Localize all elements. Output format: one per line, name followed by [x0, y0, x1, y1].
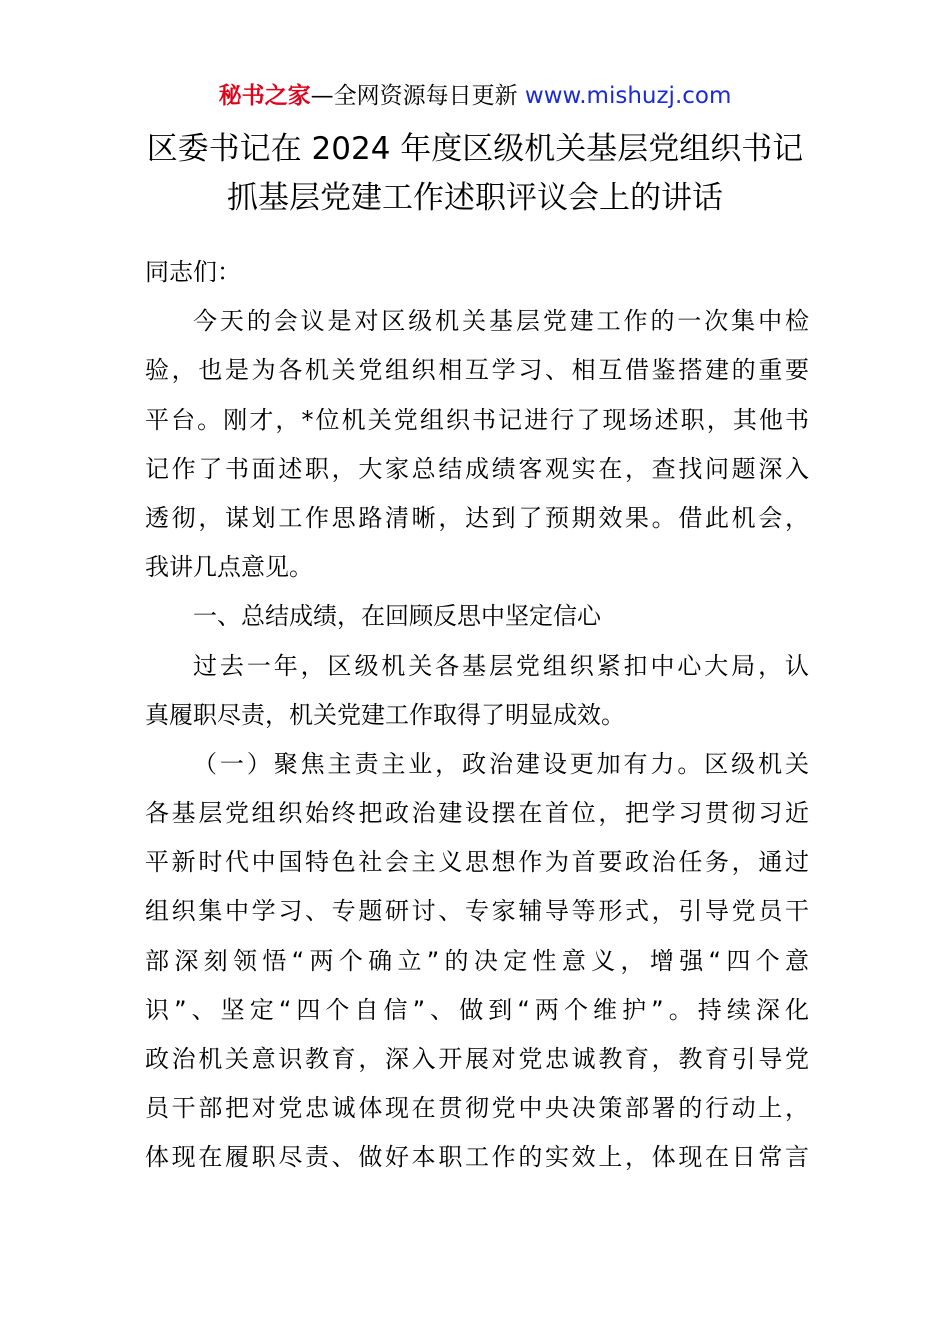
body-line: 政治机关意识教育，深入开展对党忠诚教育，教育引导党 — [145, 1045, 809, 1073]
section-heading: 一、总结成绩，在回顾反思中坚定信心 — [193, 602, 601, 631]
body-line: 今天的会议是对区级机关基层党建工作的一次集中检 — [193, 307, 809, 336]
document-title-line-1: 区委书记在 2024 年度区级机关基层党组织书记 — [146, 131, 804, 167]
body-line: 平台。刚才，*位机关党组织书记进行了现场述职，其他书 — [145, 405, 809, 434]
banner-tagline: —全网资源每日更新 — [310, 83, 525, 109]
body-line: 员干部把对党忠诚体现在贯彻党中央决策部署的行动上， — [145, 1094, 809, 1123]
body-line: 部深刻领悟“两个确立”的决定性意义，增强“四个意 — [145, 946, 809, 975]
subsection-line: （一）聚焦主责主业，政治建设更加有力。区级机关 — [193, 749, 809, 778]
document-title-line-2: 抓基层党建工作述职评议会上的讲话 — [227, 180, 723, 216]
body-line: 识”、坚定“四个自信”、做到“两个维护”。持续深化 — [145, 995, 809, 1024]
body-line: 体现在履职尽责、做好本职工作的实效上，体现在日常言 — [145, 1143, 809, 1172]
body-line: 平新时代中国特色社会主义思想作为首要政治任务，通过 — [145, 848, 809, 877]
salutation: 同志们： — [145, 258, 241, 286]
banner-url[interactable]: www.mishuzj.com — [524, 83, 732, 109]
body-line: 真履职尽责，机关党建工作取得了明显成效。 — [145, 700, 625, 729]
body-line: 过去一年，区级机关各基层党组织紧扣中心大局，认 — [193, 651, 809, 680]
body-line: 我讲几点意见。 — [145, 553, 313, 582]
body-line: 组织集中学习、专题研讨、专家辅导等形式，引导党员干 — [145, 897, 809, 926]
body-line: 各基层党组织始终把政治建设摆在首位，把学习贯彻习近 — [145, 799, 809, 828]
body-line: 验，也是为各机关党组织相互学习、相互借鉴搭建的重要 — [145, 356, 809, 385]
body-line: 记作了书面述职，大家总结成绩客观实在，查找问题深入 — [145, 454, 809, 483]
body-line: 透彻，谋划工作思路清晰，达到了预期效果。借此机会， — [145, 503, 809, 532]
site-banner — [0, 80, 950, 112]
document-body — [145, 248, 809, 1183]
banner-brand: 秘书之家 — [218, 83, 311, 109]
